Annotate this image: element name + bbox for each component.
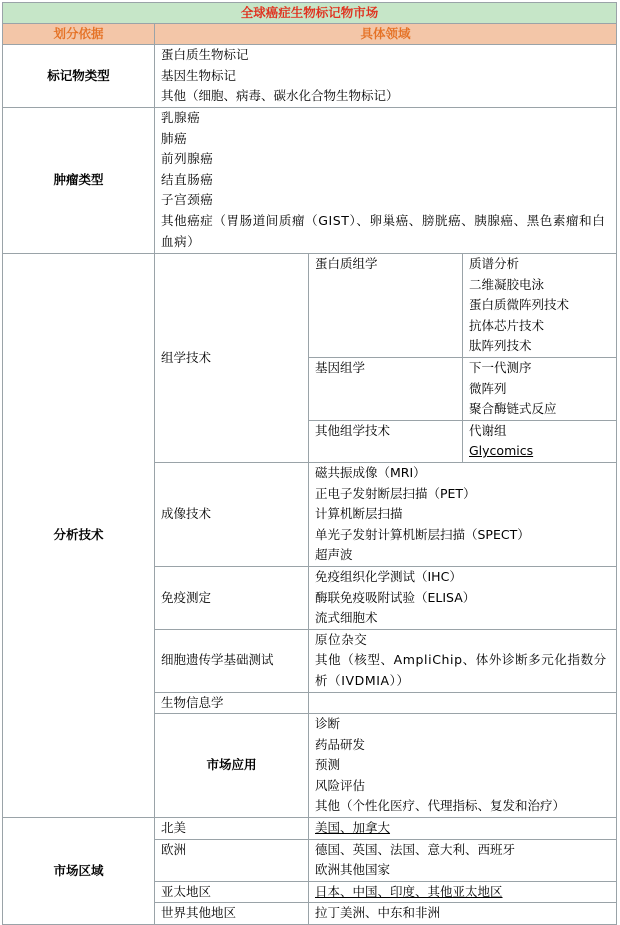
region-countries	[309, 881, 617, 903]
list-item: 蛋白质微阵列技术	[469, 297, 570, 313]
application-items	[309, 714, 617, 818]
list-item: 肽阵列技术	[469, 338, 532, 354]
genomics-items	[463, 358, 617, 421]
list-item: 药品研发	[315, 736, 366, 752]
category-analysis: 分析技术	[3, 254, 155, 818]
immunoassay-label: 免疫测定	[155, 566, 309, 629]
list-item: 流式细胞术	[315, 610, 378, 626]
region-countries	[309, 818, 617, 840]
genomics-label: 基因组学	[309, 358, 463, 421]
proteomics-label: 蛋白质组学	[309, 254, 463, 358]
list-item: 子宫颈癌	[161, 192, 214, 208]
imaging-label: 成像技术	[155, 462, 309, 566]
header-domain: 具体领域	[155, 24, 617, 45]
list-item: 其他（细胞、病毒、碳水化合物生物标记）	[161, 88, 399, 104]
list-item: 正电子发射断层扫描（PET）	[315, 485, 476, 501]
other-omics-items	[463, 420, 617, 462]
marker-type-items	[155, 45, 617, 108]
list-item: 德国、英国、法国、意大利、西班牙	[315, 841, 516, 857]
region-area: 世界其他地区	[155, 903, 309, 925]
biomarker-market-table	[2, 2, 617, 925]
imaging-items	[309, 462, 617, 566]
list-item: 代谢组	[469, 422, 507, 438]
category-region: 市场区域	[3, 818, 155, 925]
category-tumor-type: 肿瘤类型	[3, 108, 155, 254]
list-item: 超声波	[315, 547, 353, 563]
region-area: 亚太地区	[155, 881, 309, 903]
list-item: 前列腺癌	[161, 151, 214, 167]
category-application: 市场应用	[155, 714, 309, 818]
list-item: 拉丁美洲、中东和非洲	[315, 905, 441, 921]
list-item: 二维凝胶电泳	[469, 276, 545, 292]
omics-label: 组学技术	[155, 254, 309, 463]
list-item: 诊断	[315, 716, 341, 732]
cytogenetic-label: 细胞遗传学基础测试	[155, 629, 309, 692]
list-item: 其他（个性化医疗、代理指标、复发和治疗）	[315, 798, 566, 814]
list-item: 其他癌症（胃肠道间质瘤（GIST）、卵巢癌、膀胱癌、胰腺癌、黑色素瘤和白血病）	[161, 212, 606, 249]
list-item: 肺癌	[161, 130, 188, 146]
list-item: 其他（核型、AmpliChip、体外诊断多元化指数分析（IVDMIA））	[315, 652, 607, 688]
proteomics-items	[463, 254, 617, 358]
list-item: 欧洲其他国家	[315, 862, 391, 878]
list-item: 蛋白质生物标记	[161, 47, 249, 62]
list-item: 日本、中国、印度、其他亚太地区	[315, 883, 503, 899]
list-item: 质谱分析	[469, 256, 520, 271]
header-basis: 划分依据	[3, 24, 155, 45]
bioinformatics-label: 生物信息学	[155, 692, 309, 714]
list-item: 聚合酶链式反应	[469, 401, 557, 417]
list-item: 结直肠癌	[161, 171, 214, 187]
list-item: 乳腺癌	[161, 110, 201, 125]
list-item: 美国、加拿大	[315, 820, 391, 836]
list-item: 单光子发射计算机断层扫描（SPECT）	[315, 526, 530, 542]
list-item: 磁共振成像（MRI）	[315, 464, 426, 480]
table-title: 全球癌症生物标记物市场	[3, 3, 617, 24]
list-item: 免疫组织化学测试（IHC）	[315, 568, 462, 584]
region-countries	[309, 903, 617, 925]
list-item: 下一代测序	[469, 360, 532, 375]
other-omics-label: 其他组学技术	[309, 420, 463, 462]
bioinformatics-empty	[309, 692, 617, 714]
region-area: 欧洲	[155, 839, 309, 881]
region-countries	[309, 839, 617, 881]
immunoassay-items	[309, 566, 617, 629]
list-item: 微阵列	[469, 380, 507, 396]
region-area: 北美	[155, 818, 309, 840]
list-item: Glycomics	[469, 443, 534, 459]
cytogenetic-items	[309, 629, 617, 692]
category-marker-type: 标记物类型	[3, 45, 155, 108]
list-item: 风险评估	[315, 777, 366, 793]
list-item: 原位杂交	[315, 631, 368, 647]
list-item: 预测	[315, 757, 341, 773]
tumor-type-items	[155, 108, 617, 254]
list-item: 基因生物标记	[161, 67, 237, 83]
list-item: 计算机断层扫描	[315, 506, 403, 522]
list-item: 抗体芯片技术	[469, 317, 545, 333]
list-item: 酶联免疫吸附试验（ELISA）	[315, 589, 476, 605]
